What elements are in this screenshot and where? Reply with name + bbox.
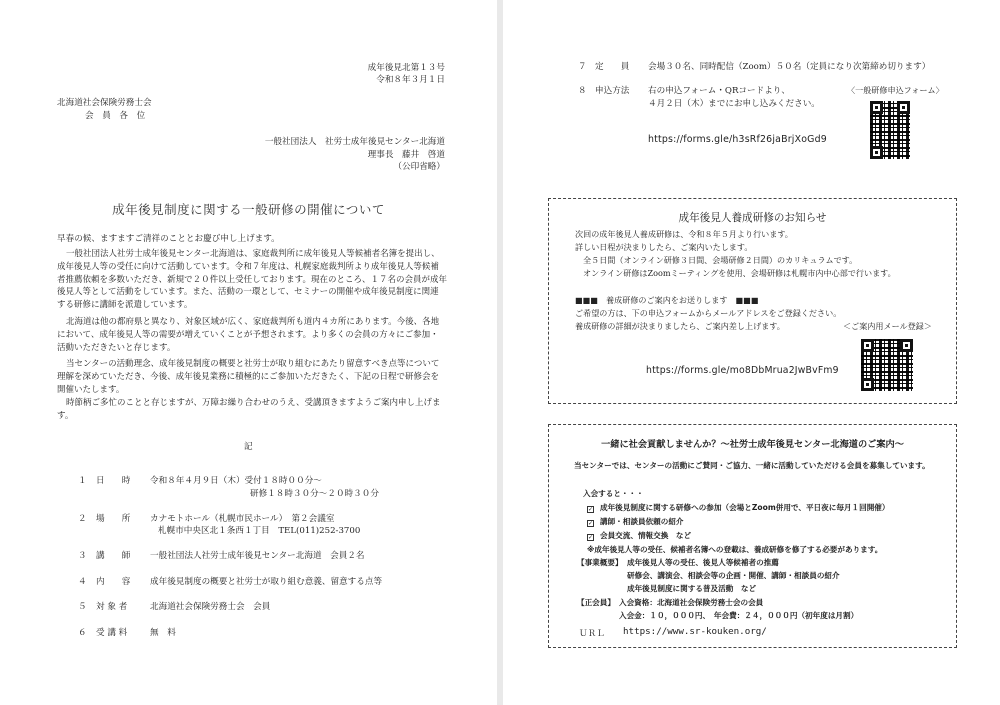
sender-chair: 理事長 藤井 啓道: [367, 150, 445, 160]
mail-registration-label: ＜ご案内用メール登録＞: [843, 321, 932, 331]
item-4-no: ４: [78, 577, 87, 587]
item-7-text: 会場３０名、同時配信（Zoom）５０名（定員になり次第締め切ります）: [648, 62, 931, 72]
item-4-line-1: 成年後見制度の概要と社労士が取り組む意義、留意する点等: [150, 577, 383, 587]
body-text: [57, 248, 447, 422]
business-line-1: 成年後見人等の受任、後見人等候補者の推薦: [627, 558, 779, 567]
website-link[interactable]: https://www.sr-kouken.org/: [623, 626, 767, 637]
item-1-no: １: [78, 476, 87, 486]
training-notice-line-1: ご希望の方は、下の申込フォームからメールアドレスをご登録ください。: [575, 308, 842, 318]
greeting: 早春の候、ますますご清祥のこととお慶び申し上げます。: [57, 234, 280, 244]
item-5-no: ５: [78, 602, 87, 612]
body-paragraph-4: 時節柄ご多忙のことと存じますが、万障お繰り合わせのうえ、受講頂きますようご案内申し上げます。: [57, 397, 441, 421]
item-7-label: 定 員: [595, 62, 630, 72]
apply-form-link[interactable]: https://forms.gle/h3sRf26jaBrjXoGd9: [648, 134, 827, 145]
check-icon: ✓: [588, 520, 594, 527]
item-3-no: ３: [78, 551, 87, 561]
sender-org: 一般社団法人 社労士成年後見センター北海道: [264, 137, 445, 147]
check-icon: ✓: [588, 534, 594, 541]
training-line-2: 詳しい日程が決まりしたら、ご案内いたします。: [575, 242, 753, 252]
item-8-no: ８: [578, 86, 587, 96]
business-line-3: 成年後見制度に関する普及活動 など: [627, 584, 757, 593]
benefit-2: [587, 516, 684, 527]
item-3-line-1: 一般社団法人社労士成年後見センター北海道 会員２名: [150, 551, 365, 561]
item-1-line-2: 研修１８時３０分～２０時３０分: [250, 489, 379, 499]
check-icon: ✓: [588, 506, 594, 513]
training-notice-title: 成年後見人養成研修のお知らせ: [678, 212, 827, 224]
item-8-label: 申込方法: [595, 86, 630, 96]
item-1-label: 日 時: [96, 476, 131, 486]
item-5-label: 対 象 者: [96, 602, 128, 612]
ki-heading: 記: [244, 442, 253, 452]
member-label: 【正会員】: [577, 598, 615, 607]
membership-title: 一緒に社会貢献しませんか？～社労士成年後見センター北海道のご案内～: [601, 439, 904, 450]
issue-date: 令和８年３月１日: [376, 75, 445, 85]
benefit-3-text: 会員交流、情報交換 など: [600, 531, 692, 540]
join-benefits-heading: 入会すると・・・: [583, 489, 644, 498]
training-line-4: オンライン研修はZoomミーティングを使用、会場研修は札幌市内中心部で行います。: [583, 268, 896, 278]
apply-qr-code[interactable]: [870, 101, 910, 159]
document-title: 成年後見制度に関する一般研修の開催について: [112, 202, 385, 217]
item-5-line-1: 北海道社会保険労務士会 会員: [150, 602, 271, 612]
recipient-members: 会 員 各 位: [85, 111, 146, 121]
item-2-label: 場 所: [96, 514, 131, 524]
url-label: ＵＲＬ: [579, 629, 605, 639]
item-1-line-1: 令和８年４月９日（木）受付１８時００分～: [150, 476, 322, 486]
training-notice-line-2: 養成研修の詳細が決まりましたら、ご案内差し上げます。: [575, 321, 785, 331]
benefit-2-text: 講師・相談員依頼の紹介: [600, 517, 684, 526]
right-page: [503, 0, 1000, 705]
benefit-1: [587, 502, 889, 513]
item-6-line-1: 無 料: [150, 628, 176, 638]
benefit-3: [587, 530, 691, 541]
left-page: [0, 0, 497, 705]
mail-registration-qr-code[interactable]: [861, 339, 913, 391]
body-paragraph-2: 北海道は他の都府県と異なり、対象区域が広く、家庭裁判所も道内４カ所にあります。今後、各地において、成年後見人等の需要が増えていくことが予想されます。より多くの会員の方々にご参加・活動いただきたいと存じます。: [57, 316, 440, 353]
document-number: 成年後見北第１３号: [367, 63, 445, 73]
member-line-2: 入会金：１０，０００円、 年会費：２４，０００円（初年度は月割）: [619, 611, 859, 620]
membership-note: ※成年後見人等の受任、候補者名簿への登載は、養成研修を修了する必要があります。: [587, 545, 883, 554]
training-line-3: 全５日間（オンライン研修３日間、会場研修２日間）のカリキュラムです。: [583, 255, 858, 265]
item-7-no: ７: [578, 62, 587, 72]
business-line-2: 研修会、講演会、相談会等の企画・開催、講師・相談員の紹介: [627, 571, 840, 580]
item-4-label: 内 容: [96, 577, 131, 587]
membership-intro: 当センターでは、センターの活動にご賛同・ご協力、一緒に活動していただける会員を募集しています。: [574, 461, 930, 470]
item-2-line-1: カナモトホール（札幌市民ホール） 第２会議室: [150, 514, 335, 524]
form-label: 〈一般研修申込フォーム〉: [847, 85, 944, 95]
training-line-1: 次回の成年後見人養成研修は、令和８年５月より行います。: [575, 229, 793, 239]
recipient-org: 北海道社会保険労務士会: [57, 98, 152, 108]
business-label: 【事業概要】: [577, 558, 623, 567]
item-6-label: 受 講 料: [96, 628, 128, 638]
benefit-1-text: 成年後見制度に関する研修への参加（会場とZoom併用で、平日夜に毎月１回開催）: [600, 503, 890, 512]
item-8-line-2: ４月２日（木）までにお申し込みください。: [648, 99, 820, 109]
seal-note: （公印省略）: [393, 162, 445, 172]
item-8-line-1: 右の申込フォーム・QRコードより、: [648, 86, 790, 96]
body-paragraph-3: 当センターの活動理念、成年後見制度の概要と社労士が取り組むにあたり留意すべき点等について理解を深めていただき、今後、成年後見業務に積極的にご参加いただきたく、下記の日程で研修会を開催いたします。: [57, 359, 440, 395]
item-3-label: 講 師: [96, 551, 131, 561]
training-notice-head: ■■■ 養成研修のご案内をお送りします ■■■: [575, 295, 759, 305]
member-line-1: 入会資格：北海道社会保険労務士会の会員: [619, 598, 764, 607]
body-paragraph-1: 一般社団法人社労士成年後見センター北海道は、家庭裁判所に成年後見人等候補者名簿を提出し、成年後見人等の受任に向けて活動しています。令和７年度は、札幌家庭裁判所より成年後見人等候補者推薦依頼を多数いただき、新規で２０件以上受任しております。現在のところ、１７名の会員が成年後見人等として活動をしています。また、活動の一環として、セミナーの開催や成年後見制度に関連する研修に講師を派遣しています。: [57, 249, 447, 311]
item-2-no: ２: [78, 514, 87, 524]
mail-registration-link[interactable]: https://forms.gle/mo8DbMrua2JwBvFm9: [646, 365, 839, 376]
item-6-no: ６: [78, 628, 87, 638]
item-2-line-2: 札幌市中央区北１条西１丁目 TEL(011)252-3700: [158, 526, 361, 536]
